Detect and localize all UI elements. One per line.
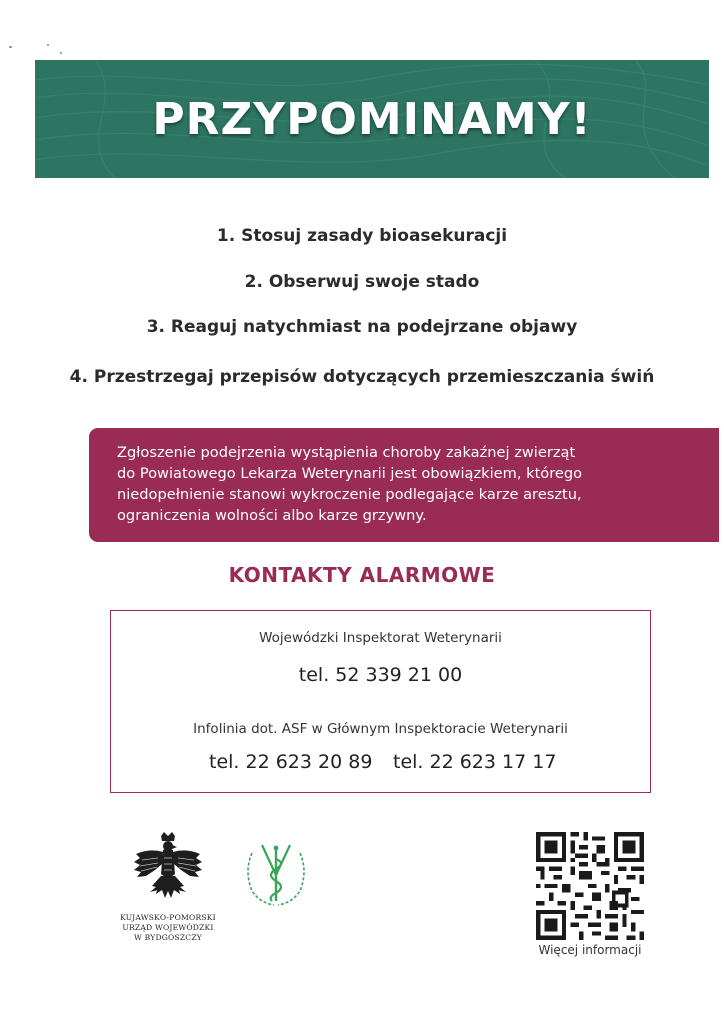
notice-line: ograniczenia wolności albo karze grzywny. [117, 507, 427, 524]
scan-speck [47, 44, 49, 46]
page-title: PRZYPOMINAMY! [152, 94, 592, 145]
notice-line: Zgłoszenie podejrzenia wystąpienia choroby zakaźnej zwierząt [117, 444, 576, 461]
legal-notice-box [89, 428, 719, 542]
reminder-item-react-symptoms: 3. Reaguj natychmiast na podejrzane objawy [146, 317, 578, 337]
qr-caption: Więcej informacji [538, 943, 642, 957]
voivodeship-phone: tel. 52 339 21 00 [298, 664, 463, 686]
office-name-line: URZĄD WOJEWÓDZKI [122, 923, 214, 932]
header-banner [35, 60, 709, 178]
office-name [96, 913, 240, 943]
reminder-item-movement-rules: 4. Przestrzegaj przepisów dotyczących przemieszczania świń [69, 367, 655, 387]
reminder-item-bioasecurity: 1. Stosuj zasady bioasekuracji [216, 226, 508, 246]
notice-line: do Powiatowego Lekarza Weterynarii jest obowiązkiem, którego [117, 465, 583, 482]
contacts-box [110, 610, 651, 793]
asf-hotline-label: Infolinia dot. ASF w Głównym Inspektoracie Weterynarii [193, 721, 568, 737]
office-name-line: W BYDGOSZCZY [133, 933, 203, 942]
asf-phone-2: tel. 22 623 17 17 [393, 751, 557, 773]
scan-speck [9, 46, 12, 48]
qr-code-icon[interactable] [536, 832, 644, 940]
contacts-title: KONTAKTY ALARMOWE [228, 563, 496, 587]
office-name-line: KUJAWSKO-POMORSKI [120, 913, 216, 922]
scan-speck [60, 52, 62, 54]
polish-eagle-emblem-icon [128, 830, 208, 910]
voivodeship-inspectorate-label: Wojewódzki Inspektorat Weterynarii [259, 630, 502, 646]
reminder-item-observe-herd: 2. Obserwuj swoje stado [244, 272, 480, 292]
veterinary-caduceus-icon [238, 835, 314, 911]
asf-phone-1: tel. 22 623 20 89 [209, 751, 373, 773]
notice-line: niedopełnienie stanowi wykroczenie podlegające karze aresztu, [117, 486, 582, 503]
